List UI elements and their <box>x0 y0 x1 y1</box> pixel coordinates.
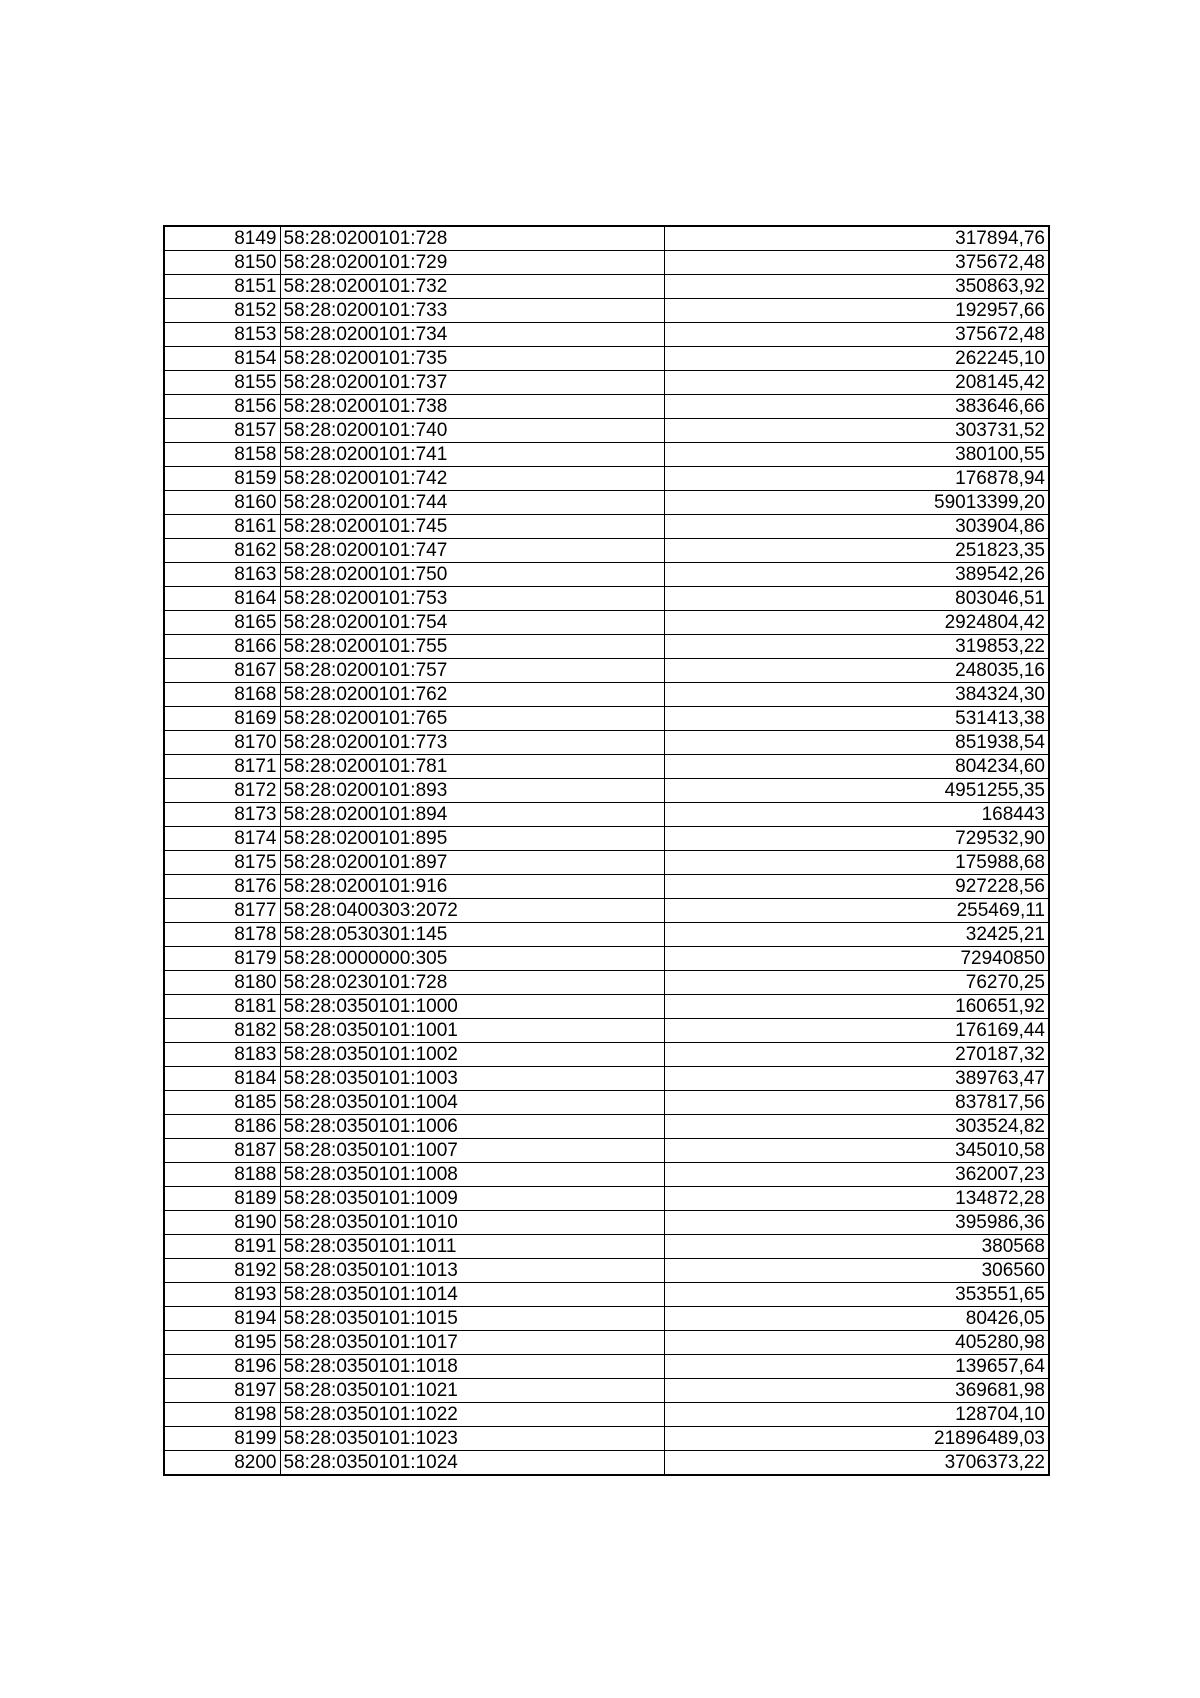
row-number-cell: 8194 <box>164 1307 280 1331</box>
table-row <box>164 251 1049 275</box>
cadastral-value-cell: 139657,64 <box>664 1355 1049 1379</box>
cadastral-number-cell: 58:28:0200101:765 <box>280 707 664 731</box>
row-number-cell: 8171 <box>164 755 280 779</box>
cadastral-number-cell: 58:28:0350101:1022 <box>280 1403 664 1427</box>
table-row <box>164 1307 1049 1331</box>
table-row <box>164 491 1049 515</box>
row-number-cell: 8150 <box>164 251 280 275</box>
row-number-cell: 8186 <box>164 1115 280 1139</box>
cadastral-number-cell: 58:28:0200101:732 <box>280 275 664 299</box>
cadastral-value-cell: 803046,51 <box>664 587 1049 611</box>
cadastral-value-cell: 21896489,03 <box>664 1427 1049 1451</box>
cadastral-value-cell: 2924804,42 <box>664 611 1049 635</box>
cadastral-value-cell: 134872,28 <box>664 1187 1049 1211</box>
table-row <box>164 587 1049 611</box>
cadastral-value-cell: 317894,76 <box>664 226 1049 251</box>
table-row <box>164 1403 1049 1427</box>
row-number-cell: 8179 <box>164 947 280 971</box>
row-number-cell: 8180 <box>164 971 280 995</box>
cadastral-number-cell: 58:28:0350101:1003 <box>280 1067 664 1091</box>
table-row <box>164 947 1049 971</box>
cadastral-number-cell: 58:28:0350101:1001 <box>280 1019 664 1043</box>
table-row <box>164 1115 1049 1139</box>
table-row <box>164 299 1049 323</box>
cadastral-value-cell: 255469,11 <box>664 899 1049 923</box>
cadastral-number-cell: 58:28:0350101:1015 <box>280 1307 664 1331</box>
cadastral-value-cell: 303904,86 <box>664 515 1049 539</box>
cadastral-number-cell: 58:28:0200101:894 <box>280 803 664 827</box>
cadastral-value-table <box>163 225 1050 1476</box>
table-row <box>164 1187 1049 1211</box>
table-row <box>164 1139 1049 1163</box>
cadastral-value-cell: 4951255,35 <box>664 779 1049 803</box>
cadastral-number-cell: 58:28:0200101:895 <box>280 827 664 851</box>
row-number-cell: 8192 <box>164 1259 280 1283</box>
cadastral-number-cell: 58:28:0350101:1014 <box>280 1283 664 1307</box>
row-number-cell: 8182 <box>164 1019 280 1043</box>
table-row <box>164 1427 1049 1451</box>
table-body <box>164 226 1049 1475</box>
cadastral-value-cell: 380100,55 <box>664 443 1049 467</box>
cadastral-number-cell: 58:28:0200101:729 <box>280 251 664 275</box>
cadastral-value-cell: 319853,22 <box>664 635 1049 659</box>
cadastral-number-cell: 58:28:0200101:733 <box>280 299 664 323</box>
table-row <box>164 443 1049 467</box>
table-row <box>164 1067 1049 1091</box>
cadastral-number-cell: 58:28:0200101:741 <box>280 443 664 467</box>
cadastral-value-cell: 32425,21 <box>664 923 1049 947</box>
cadastral-number-cell: 58:28:0350101:1013 <box>280 1259 664 1283</box>
cadastral-value-cell: 380568 <box>664 1235 1049 1259</box>
row-number-cell: 8193 <box>164 1283 280 1307</box>
cadastral-value-cell: 59013399,20 <box>664 491 1049 515</box>
row-number-cell: 8190 <box>164 1211 280 1235</box>
table-row <box>164 659 1049 683</box>
table-row <box>164 395 1049 419</box>
row-number-cell: 8160 <box>164 491 280 515</box>
cadastral-number-cell: 58:28:0350101:1017 <box>280 1331 664 1355</box>
table-row <box>164 971 1049 995</box>
cadastral-value-cell: 350863,92 <box>664 275 1049 299</box>
table-row <box>164 635 1049 659</box>
row-number-cell: 8185 <box>164 1091 280 1115</box>
table-row <box>164 1043 1049 1067</box>
table-row <box>164 1379 1049 1403</box>
table-row <box>164 899 1049 923</box>
cadastral-number-cell: 58:28:0200101:747 <box>280 539 664 563</box>
row-number-cell: 8154 <box>164 347 280 371</box>
row-number-cell: 8168 <box>164 683 280 707</box>
row-number-cell: 8199 <box>164 1427 280 1451</box>
cadastral-number-cell: 58:28:0200101:745 <box>280 515 664 539</box>
cadastral-number-cell: 58:28:0200101:742 <box>280 467 664 491</box>
cadastral-number-cell: 58:28:0350101:1018 <box>280 1355 664 1379</box>
row-number-cell: 8173 <box>164 803 280 827</box>
row-number-cell: 8174 <box>164 827 280 851</box>
table-row <box>164 1283 1049 1307</box>
table-row <box>164 1163 1049 1187</box>
cadastral-number-cell: 58:28:0200101:916 <box>280 875 664 899</box>
cadastral-value-cell: 160651,92 <box>664 995 1049 1019</box>
row-number-cell: 8172 <box>164 779 280 803</box>
row-number-cell: 8156 <box>164 395 280 419</box>
table-row <box>164 827 1049 851</box>
cadastral-number-cell: 58:28:0200101:755 <box>280 635 664 659</box>
cadastral-value-cell: 389542,26 <box>664 563 1049 587</box>
cadastral-value-cell: 851938,54 <box>664 731 1049 755</box>
cadastral-value-cell: 176878,94 <box>664 467 1049 491</box>
cadastral-value-cell: 80426,05 <box>664 1307 1049 1331</box>
cadastral-number-cell: 58:28:0400303:2072 <box>280 899 664 923</box>
row-number-cell: 8197 <box>164 1379 280 1403</box>
table-row <box>164 1259 1049 1283</box>
cadastral-number-cell: 58:28:0200101:750 <box>280 563 664 587</box>
table-row <box>164 731 1049 755</box>
table-row <box>164 371 1049 395</box>
row-number-cell: 8183 <box>164 1043 280 1067</box>
table-row <box>164 779 1049 803</box>
cadastral-value-cell: 729532,90 <box>664 827 1049 851</box>
cadastral-number-cell: 58:28:0530301:145 <box>280 923 664 947</box>
row-number-cell: 8177 <box>164 899 280 923</box>
table-row <box>164 1235 1049 1259</box>
table-row <box>164 707 1049 731</box>
cadastral-value-cell: 369681,98 <box>664 1379 1049 1403</box>
row-number-cell: 8189 <box>164 1187 280 1211</box>
table-row <box>164 347 1049 371</box>
cadastral-value-cell: 531413,38 <box>664 707 1049 731</box>
row-number-cell: 8163 <box>164 563 280 587</box>
cadastral-number-cell: 58:28:0350101:1024 <box>280 1451 664 1476</box>
cadastral-value-cell: 375672,48 <box>664 323 1049 347</box>
cadastral-value-cell: 383646,66 <box>664 395 1049 419</box>
table-row <box>164 923 1049 947</box>
row-number-cell: 8158 <box>164 443 280 467</box>
table-row <box>164 467 1049 491</box>
table-row <box>164 515 1049 539</box>
cadastral-value-cell: 262245,10 <box>664 347 1049 371</box>
table-row <box>164 1355 1049 1379</box>
row-number-cell: 8157 <box>164 419 280 443</box>
row-number-cell: 8191 <box>164 1235 280 1259</box>
cadastral-value-cell: 72940850 <box>664 947 1049 971</box>
cadastral-number-cell: 58:28:0230101:728 <box>280 971 664 995</box>
cadastral-number-cell: 58:28:0200101:744 <box>280 491 664 515</box>
cadastral-value-cell: 306560 <box>664 1259 1049 1283</box>
cadastral-value-cell: 389763,47 <box>664 1067 1049 1091</box>
cadastral-number-cell: 58:28:0350101:1004 <box>280 1091 664 1115</box>
row-number-cell: 8184 <box>164 1067 280 1091</box>
row-number-cell: 8164 <box>164 587 280 611</box>
row-number-cell: 8152 <box>164 299 280 323</box>
cadastral-value-cell: 208145,42 <box>664 371 1049 395</box>
cadastral-number-cell: 58:28:0350101:1008 <box>280 1163 664 1187</box>
cadastral-value-cell: 362007,23 <box>664 1163 1049 1187</box>
cadastral-number-cell: 58:28:0350101:1023 <box>280 1427 664 1451</box>
cadastral-number-cell: 58:28:0200101:757 <box>280 659 664 683</box>
row-number-cell: 8149 <box>164 226 280 251</box>
cadastral-number-cell: 58:28:0350101:1021 <box>280 1379 664 1403</box>
cadastral-number-cell: 58:28:0200101:738 <box>280 395 664 419</box>
table-row <box>164 323 1049 347</box>
table-row <box>164 226 1049 251</box>
cadastral-value-cell: 384324,30 <box>664 683 1049 707</box>
table-row <box>164 683 1049 707</box>
cadastral-value-cell: 804234,60 <box>664 755 1049 779</box>
table-row <box>164 995 1049 1019</box>
row-number-cell: 8178 <box>164 923 280 947</box>
cadastral-number-cell: 58:28:0200101:754 <box>280 611 664 635</box>
cadastral-value-cell: 270187,32 <box>664 1043 1049 1067</box>
cadastral-number-cell: 58:28:0200101:897 <box>280 851 664 875</box>
cadastral-number-cell: 58:28:0200101:773 <box>280 731 664 755</box>
cadastral-number-cell: 58:28:0350101:1002 <box>280 1043 664 1067</box>
cadastral-number-cell: 58:28:0350101:1007 <box>280 1139 664 1163</box>
table-row <box>164 1451 1049 1476</box>
cadastral-number-cell: 58:28:0200101:753 <box>280 587 664 611</box>
cadastral-value-cell: 76270,25 <box>664 971 1049 995</box>
table-row <box>164 275 1049 299</box>
cadastral-value-cell: 248035,16 <box>664 659 1049 683</box>
cadastral-value-cell: 128704,10 <box>664 1403 1049 1427</box>
table-row <box>164 1331 1049 1355</box>
cadastral-number-cell: 58:28:0200101:781 <box>280 755 664 779</box>
row-number-cell: 8151 <box>164 275 280 299</box>
cadastral-value-cell: 168443 <box>664 803 1049 827</box>
table-row <box>164 755 1049 779</box>
cadastral-value-cell: 192957,66 <box>664 299 1049 323</box>
cadastral-number-cell: 58:28:0200101:734 <box>280 323 664 347</box>
row-number-cell: 8165 <box>164 611 280 635</box>
cadastral-value-cell: 405280,98 <box>664 1331 1049 1355</box>
table-row <box>164 419 1049 443</box>
row-number-cell: 8181 <box>164 995 280 1019</box>
row-number-cell: 8155 <box>164 371 280 395</box>
cadastral-number-cell: 58:28:0350101:1010 <box>280 1211 664 1235</box>
row-number-cell: 8196 <box>164 1355 280 1379</box>
cadastral-value-cell: 303731,52 <box>664 419 1049 443</box>
cadastral-number-cell: 58:28:0200101:740 <box>280 419 664 443</box>
row-number-cell: 8170 <box>164 731 280 755</box>
cadastral-value-cell: 251823,35 <box>664 539 1049 563</box>
row-number-cell: 8167 <box>164 659 280 683</box>
row-number-cell: 8162 <box>164 539 280 563</box>
cadastral-number-cell: 58:28:0350101:1000 <box>280 995 664 1019</box>
cadastral-value-cell: 927228,56 <box>664 875 1049 899</box>
row-number-cell: 8169 <box>164 707 280 731</box>
cadastral-value-cell: 375672,48 <box>664 251 1049 275</box>
table-row <box>164 539 1049 563</box>
row-number-cell: 8198 <box>164 1403 280 1427</box>
cadastral-value-cell: 175988,68 <box>664 851 1049 875</box>
cadastral-number-cell: 58:28:0350101:1009 <box>280 1187 664 1211</box>
row-number-cell: 8175 <box>164 851 280 875</box>
row-number-cell: 8200 <box>164 1451 280 1476</box>
cadastral-value-cell: 176169,44 <box>664 1019 1049 1043</box>
row-number-cell: 8187 <box>164 1139 280 1163</box>
cadastral-value-cell: 395986,36 <box>664 1211 1049 1235</box>
cadastral-value-cell: 3706373,22 <box>664 1451 1049 1476</box>
row-number-cell: 8159 <box>164 467 280 491</box>
cadastral-value-cell: 303524,82 <box>664 1115 1049 1139</box>
table-row <box>164 611 1049 635</box>
cadastral-number-cell: 58:28:0200101:735 <box>280 347 664 371</box>
row-number-cell: 8166 <box>164 635 280 659</box>
cadastral-number-cell: 58:28:0200101:728 <box>280 226 664 251</box>
cadastral-value-cell: 353551,65 <box>664 1283 1049 1307</box>
table-row <box>164 1019 1049 1043</box>
table-row <box>164 1211 1049 1235</box>
row-number-cell: 8153 <box>164 323 280 347</box>
table-row <box>164 1091 1049 1115</box>
table-row <box>164 875 1049 899</box>
cadastral-number-cell: 58:28:0350101:1006 <box>280 1115 664 1139</box>
cadastral-number-cell: 58:28:0350101:1011 <box>280 1235 664 1259</box>
row-number-cell: 8188 <box>164 1163 280 1187</box>
cadastral-number-cell: 58:28:0200101:762 <box>280 683 664 707</box>
cadastral-value-cell: 837817,56 <box>664 1091 1049 1115</box>
table-row <box>164 851 1049 875</box>
row-number-cell: 8176 <box>164 875 280 899</box>
cadastral-number-cell: 58:28:0200101:893 <box>280 779 664 803</box>
cadastral-number-cell: 58:28:0000000:305 <box>280 947 664 971</box>
cadastral-value-cell: 345010,58 <box>664 1139 1049 1163</box>
row-number-cell: 8161 <box>164 515 280 539</box>
row-number-cell: 8195 <box>164 1331 280 1355</box>
table-row <box>164 803 1049 827</box>
table-row <box>164 563 1049 587</box>
cadastral-number-cell: 58:28:0200101:737 <box>280 371 664 395</box>
